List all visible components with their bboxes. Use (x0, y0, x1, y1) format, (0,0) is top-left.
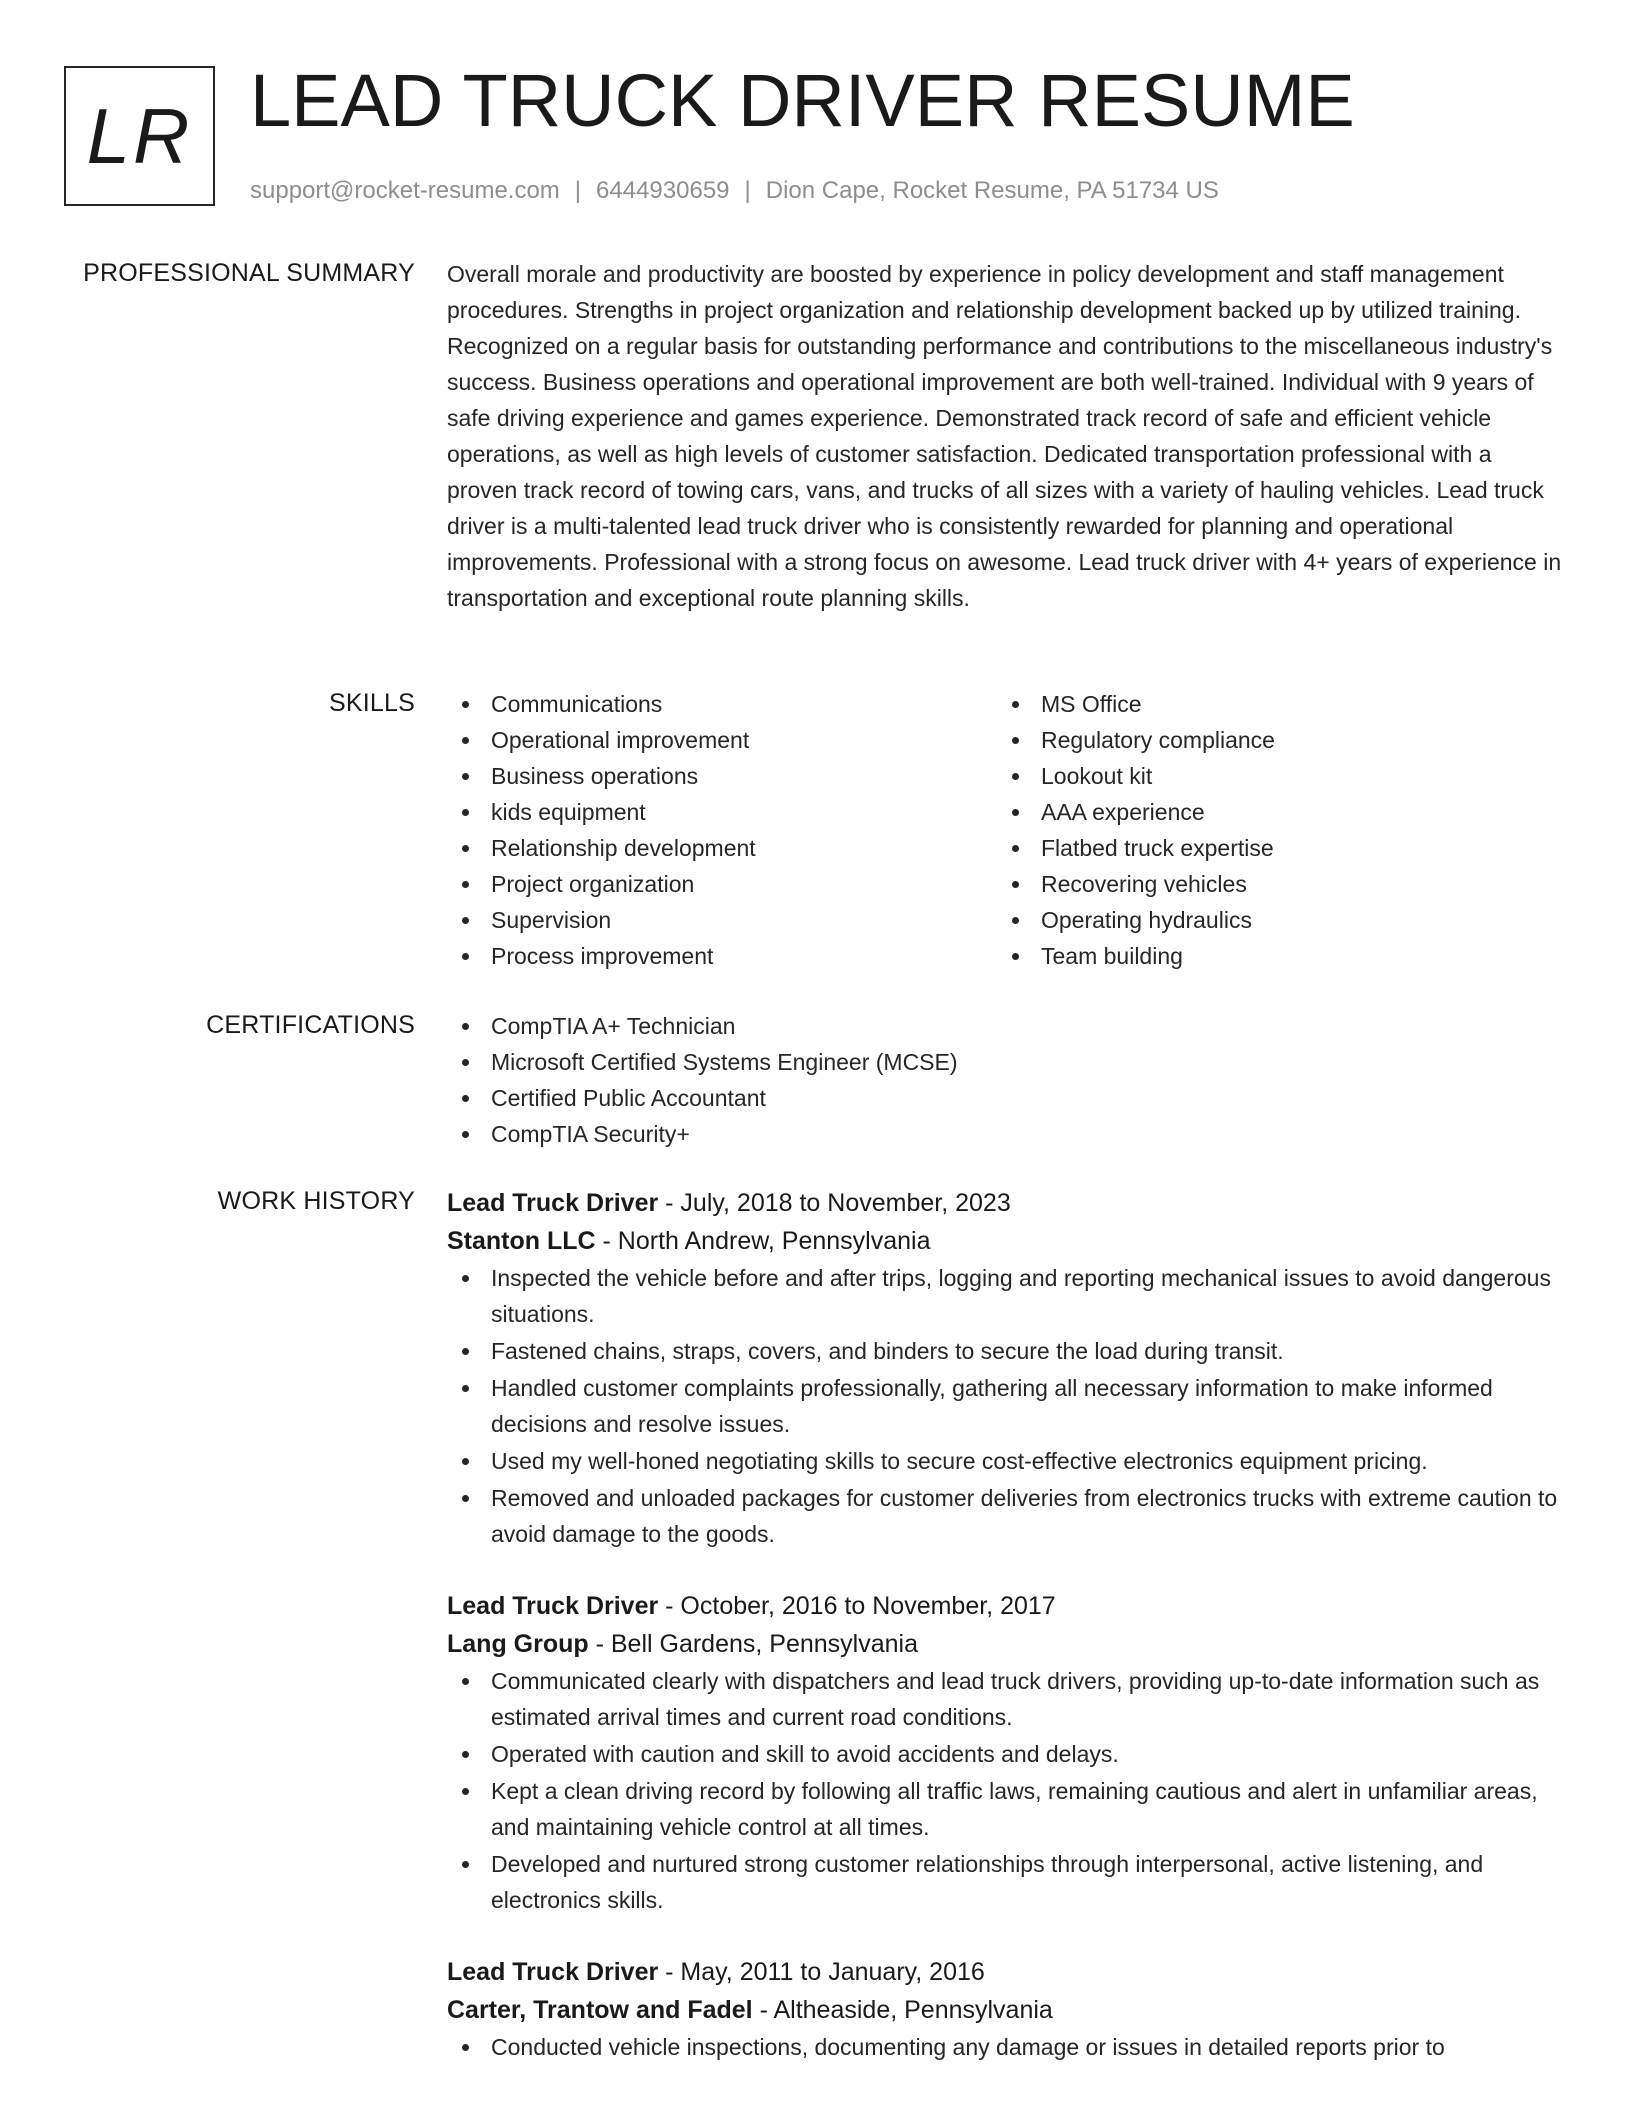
certifications-list (447, 1008, 1567, 1152)
job-title: Lead Truck Driver (447, 1958, 659, 1986)
contact-line (250, 176, 1219, 206)
contact-separator: | (744, 177, 751, 204)
job-bullet: Operated with caution and skill to avoid accidents and delays. (447, 1736, 1567, 1772)
certification-item: Certified Public Accountant (447, 1080, 1567, 1116)
job-title: Lead Truck Driver (447, 1189, 659, 1217)
section-heading-skills: SKILLS (329, 689, 415, 717)
summary-body (447, 256, 1567, 616)
contact-address: Dion Cape, Rocket Resume, PA 51734 US (765, 177, 1219, 204)
section-heading-summary: PROFESSIONAL SUMMARY (83, 259, 415, 287)
skill-item: Supervision (447, 902, 997, 938)
job-company-line (447, 1222, 1567, 1260)
section-heading-work-history: WORK HISTORY (217, 1187, 415, 1215)
job-title-line (447, 1587, 1567, 1625)
skill-item: Team building (997, 938, 1547, 974)
skill-item: Business operations (447, 758, 997, 794)
contact-separator: | (574, 177, 582, 204)
resume-title: LEAD TRUCK DRIVER RESUME (250, 59, 1355, 142)
job-title: Lead Truck Driver (447, 1592, 659, 1620)
skill-item: Recovering vehicles (997, 866, 1547, 902)
job-title-line (447, 1184, 1567, 1222)
certification-item: Microsoft Certified Systems Engineer (MCSE) (447, 1044, 1567, 1080)
skill-item: Project organization (447, 866, 997, 902)
job-bullet: Inspected the vehicle before and after trips, logging and reporting mechanical issues to avoid dangerous situations. (447, 1260, 1567, 1332)
skill-item: AAA experience (997, 794, 1547, 830)
skill-item: Lookout kit (997, 758, 1547, 794)
certifications-body (447, 1008, 1567, 1152)
job-dates: - October, 2016 to November, 2017 (658, 1592, 1056, 1620)
job-company-line (447, 1991, 1567, 2029)
job-location: - Altheaside, Pennsylvania (752, 1996, 1053, 2024)
contact-email: support@rocket-resume.com (250, 177, 560, 204)
job-dates: - May, 2011 to January, 2016 (658, 1958, 985, 1986)
monogram-logo: LR (64, 66, 215, 206)
job-dates: - July, 2018 to November, 2023 (658, 1189, 1011, 1217)
job-title-line (447, 1953, 1567, 1991)
skill-item: Operating hydraulics (997, 902, 1547, 938)
job-company: Stanton LLC (447, 1227, 596, 1255)
certification-item: CompTIA A+ Technician (447, 1008, 1567, 1044)
skill-item: Communications (447, 686, 997, 722)
skill-item: Operational improvement (447, 722, 997, 758)
job-bullet: Used my well-honed negotiating skills to secure cost-effective electronics equipment pricing. (447, 1443, 1567, 1479)
job-entry (447, 1184, 1567, 1552)
job-bullet-list (447, 1663, 1567, 1918)
job-company: Lang Group (447, 1630, 589, 1658)
skill-item: MS Office (997, 686, 1547, 722)
job-bullet: Fastened chains, straps, covers, and binders to secure the load during transit. (447, 1333, 1567, 1369)
job-bullet-list (447, 1260, 1567, 1552)
certification-item: CompTIA Security+ (447, 1116, 1567, 1152)
job-bullet: Developed and nurtured strong customer relationships through interpersonal, active listening, and electronics skills. (447, 1846, 1567, 1918)
skill-item: Flatbed truck expertise (997, 830, 1547, 866)
section-heading-certifications: CERTIFICATIONS (206, 1011, 415, 1039)
job-bullet-list (447, 2029, 1567, 2065)
job-location: - Bell Gardens, Pennsylvania (588, 1630, 918, 1658)
skill-item: Relationship development (447, 830, 997, 866)
skills-list-right (997, 686, 1547, 974)
skill-item: Process improvement (447, 938, 997, 974)
skill-item: kids equipment (447, 794, 997, 830)
job-company-line (447, 1625, 1567, 1663)
skills-body (447, 686, 1567, 974)
work-history-body (447, 1184, 1567, 2100)
skills-list-left (447, 686, 997, 974)
skill-item: Regulatory compliance (997, 722, 1547, 758)
job-bullet: Handled customer complaints professionally, gathering all necessary information to make informed decisions and resolve issues. (447, 1370, 1567, 1442)
job-bullet: Removed and unloaded packages for customer deliveries from electronics trucks with extreme caution to avoid damage to the goods. (447, 1480, 1567, 1552)
job-location: - North Andrew, Pennsylvania (595, 1227, 931, 1255)
job-bullet: Communicated clearly with dispatchers and lead truck drivers, providing up-to-date information such as estimated arrival times and current road conditions. (447, 1663, 1567, 1735)
job-entry (447, 1587, 1567, 1918)
summary-text: Overall morale and productivity are boosted by experience in policy development and staff management procedures. Strengths in project organization and relationship development backed up by utilized training. Recognized on a regular basis for outstanding performance and contributions to the miscellaneous industry's success. Business operations and operational improvement are both well-trained. Individual with 9 years of safe driving experience and games experience. Demonstrated track record of safe and efficient vehicle operations, as well as high levels of customer satisfaction. Dedicated transportation professional with a proven track record of towing cars, vans, and trucks of all sizes with a variety of hauling vehicles. Lead truck driver is a multi-talented lead truck driver who is consistently rewarded for planning and operational improvements. Professional with a strong focus on awesome. Lead truck driver with 4+ years of experience in transportation and exceptional route planning skills. (447, 261, 1562, 611)
job-entry (447, 1953, 1567, 2065)
job-bullet: Conducted vehicle inspections, documenting any damage or issues in detailed reports prior to (447, 2029, 1567, 2065)
job-company: Carter, Trantow and Fadel (447, 1996, 753, 2024)
contact-phone: 6444930659 (596, 177, 730, 204)
job-bullet: Kept a clean driving record by following all traffic laws, remaining cautious and alert in unfamiliar areas, and maintaining vehicle control at all times. (447, 1773, 1567, 1845)
